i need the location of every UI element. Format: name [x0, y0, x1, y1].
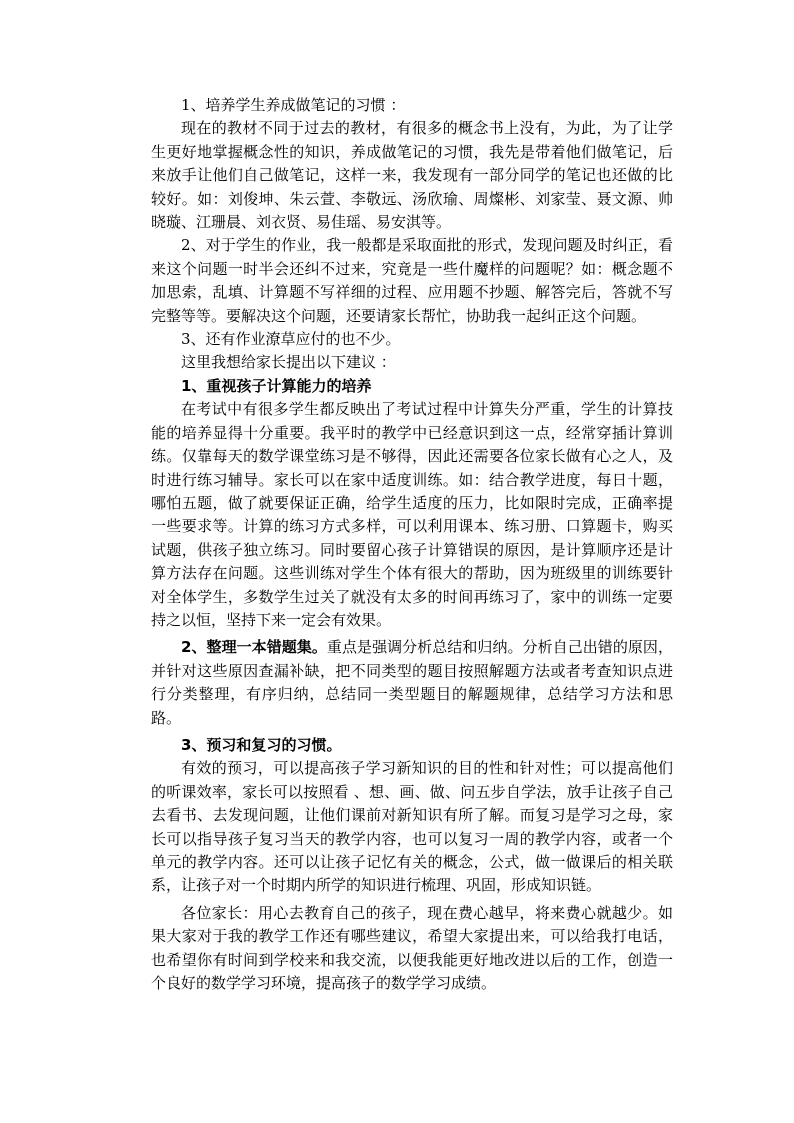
paragraph-text: 2、对于学生的作业，我一般都是采取面批的形式，发现问题及时纠正，看来这个问题一时半会还纠不过来，究竟是一些什魔样的问题呢？如：概念题不加思索，乱填、计算题不写祥细的过程、应用题不抄题、解答完后，答就不写完整等等。要解决这个问题，还要请家长帮忙，协助我一起纠正这个问题。 — [151, 236, 673, 325]
paragraph-text: 3、还有作业潦草应付的也不少。 — [181, 330, 401, 349]
paragraph-text: 重点是强调分析总结和归纳。分析自己出错的原因，并针对这些原因查漏补缺，把不同类型的题目按照解题方法或者考查知识点进行分类整理，有序归纳，总结同一类型题目的解题规律，总结学习方法和思路。 — [151, 638, 673, 727]
section-heading: 3、预习和复习的习惯。 — [181, 735, 342, 754]
paragraph-text: 各位家长：用心去教育自己的孩子，现在费心越早，将来费心就越少。如果大家对于我的教学工作还有哪些建议，希望大家提出来，可以给我打电话，也希望你有时间到学校来和我交流，以便我能更好地改进以后的工作，创造一个良好的数学学习环境，提高孩子的数学学习成绩。 — [151, 903, 673, 993]
paragraph-mistake-book — [151, 636, 673, 730]
paragraph-text: 这里我想给家长提出以下建议 ： — [181, 353, 396, 372]
paragraph-note-habit — [151, 94, 673, 117]
paragraph-text: 现在的教材不同于过去的教材，有很多的概念书上没有，为此，为了让学生更好地掌握概念性的知识，养成做笔记的习惯，我先是带着他们做笔记，后来放手让他们自己做笔记，这样一来，我发现有一部分同学的笔记也还做的比较好。如：刘俊坤、朱云萱、李敬远、汤欣瑜、周燦彬、刘家莹、聂文源、帅晓璇、江珊晨、刘衣贤、易佳瑶、易安淇等。 — [151, 119, 673, 232]
paragraph-homework — [151, 234, 673, 328]
heading-calculation — [151, 375, 673, 398]
paragraph-text: 有效的预习，可以提高孩子学习新知识的目的性和针对性；可以提高他们的听课效率，家长可以按照看 、想、画、做、问五步自学法，放手让孩子自己去看书、去发现问题，让他们课前对新知识有所了解。而复习是学习之母，家长可以指导孩子复习当天的教学内容，也可以复习一周的教学内容，或者一个单元的教学内容。还可以让孩子记忆有关的概念，公式，做一做课后的相关联系，让孩子对一个时期内所学的知识进行梳理、巩固，形成知识链。 — [151, 759, 673, 895]
paragraph-text: 1、培养学生养成做笔记的习惯 ： — [181, 96, 406, 114]
paragraph-closing — [151, 902, 673, 996]
paragraph-note-details — [151, 117, 673, 234]
paragraph-suggestions-intro — [151, 351, 673, 374]
section-heading: 2、整理一本错题集。 — [181, 638, 327, 657]
paragraph-calculation — [151, 398, 673, 632]
document-body — [151, 94, 673, 995]
heading-preview-review — [151, 734, 673, 757]
paragraph-text: 在考试中有很多学生都反映出了考试过程中计算失分严重，学生的计算技能的培养显得十分重要。我平时的教学中已经意识到这一点，经常穿插计算训练。仅靠每天的数学课堂练习是不够得，因此还需要各位家长做有心之人，及时进行练习辅导。家长可以在家中适度训练。如：结合教学进度，每日十题，哪怕五题，做了就要保证正确，给学生适度的压力，比如限时完成，正确率提一些要求等。计算的练习方式多样，可以利用课本、练习册、口算题卡，购买试题，供孩子独立练习。同时要留心孩子计算错误的原因，是计算顺序还是计算方法存在问题。这些训练对学生个体有很大的帮助，因为班级里的训练要针对全体学生，多数学生过关了就没有太多的时间再练习了，家中的训练一定要持之以恒，坚持下来一定会有效果。 — [151, 400, 673, 629]
section-heading: 1、重视孩子计算能力的培养 — [181, 376, 372, 395]
paragraph-preview-review — [151, 757, 673, 897]
paragraph-sloppy-homework — [151, 328, 673, 351]
